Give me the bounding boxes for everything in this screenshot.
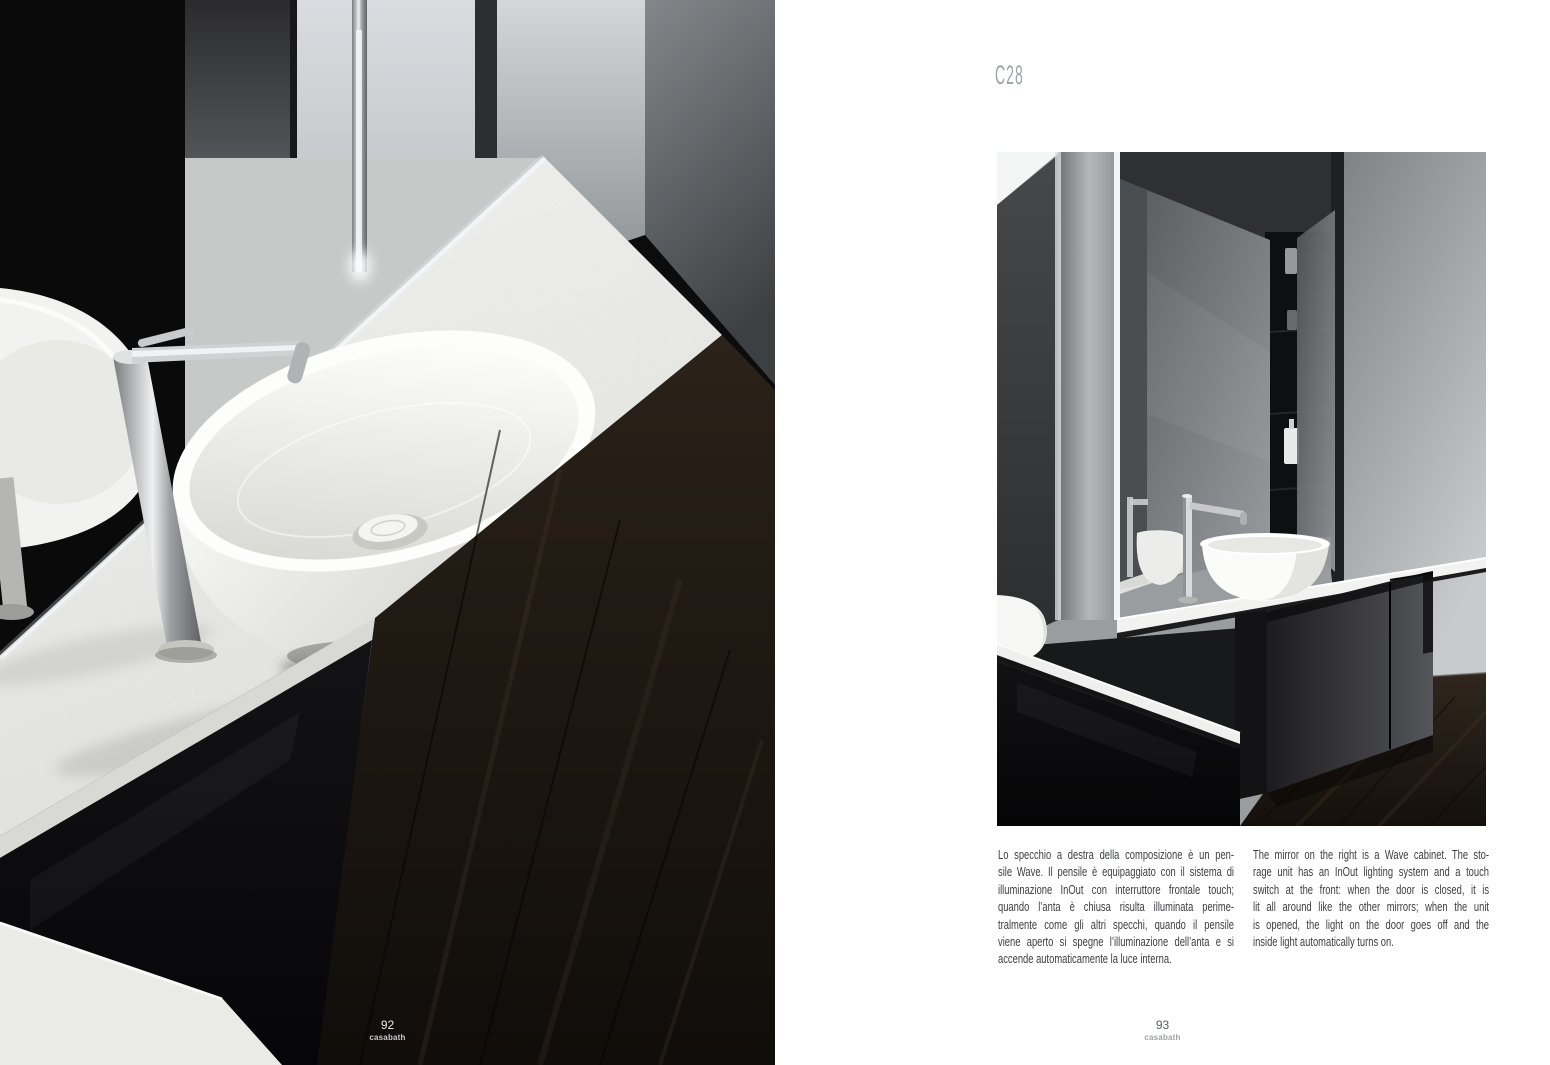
- right-page-footer: [775, 1019, 1550, 1042]
- left-page-footer: [0, 1019, 775, 1042]
- model-code: C28: [995, 60, 1024, 90]
- page-number: 93: [1155, 1018, 1170, 1032]
- bottle-icon: [1285, 248, 1297, 274]
- left-wall: [997, 155, 1058, 648]
- paragraph-line: lit all around like the other mirrors; when the unit: [1253, 899, 1490, 915]
- brand-name: casabath: [369, 1033, 406, 1042]
- paragraph-line: switch at the front: when the door is closed, it is: [1253, 881, 1490, 897]
- bottle-icon: [1287, 310, 1297, 330]
- lit-mirror-column: [1055, 152, 1120, 620]
- paragraph-line: rage unit has an InOut lighting system and a touch: [1253, 864, 1490, 880]
- bottle-icon: [1284, 428, 1299, 464]
- right-page-photo: [997, 152, 1486, 826]
- paragraph-line: Lo specchio a destra della composizione è un pen-: [998, 847, 1235, 862]
- paragraph-line: illuminazione InOut con interruttore frontale touch;: [998, 881, 1235, 897]
- paragraph-line: sile Wave. Il pensile è equipaggiato con il sistema di: [998, 864, 1235, 880]
- paragraph-line: is opened, the light on the door goes off and the: [1253, 916, 1490, 932]
- italian-paragraph: [998, 846, 1234, 968]
- reflected-faucet: [1127, 497, 1133, 577]
- paragraph-line: The mirror on the right is a Wave cabinet. The sto-: [1253, 847, 1490, 862]
- paragraph-line: accende automaticamente la luce interna.: [998, 951, 1172, 967]
- open-mirror-door: [1297, 210, 1335, 572]
- english-paragraph: [1253, 846, 1489, 950]
- brand-name: casabath: [1144, 1033, 1181, 1042]
- paragraph-line: viene aperto si spegne l’illuminazione dell’anta e si: [998, 934, 1235, 950]
- paragraph-line: inside light automatically turns on.: [1253, 934, 1394, 950]
- wave-mirror-door: [1120, 179, 1270, 594]
- paragraph-line: tralmente come gli altri specchi, quando il pensile: [998, 916, 1235, 932]
- paragraph-line: quando l’anta è chiusa risulta illuminata perime-: [998, 899, 1235, 915]
- page-number: 92: [380, 1018, 395, 1032]
